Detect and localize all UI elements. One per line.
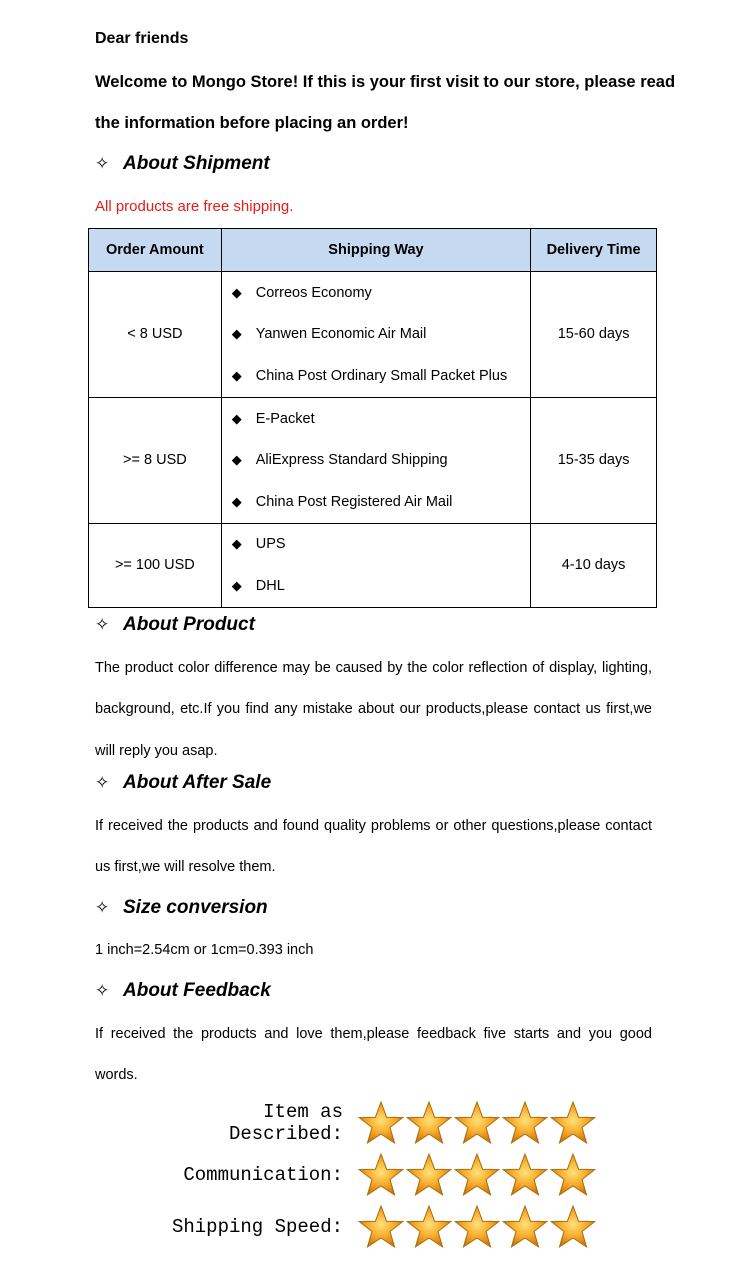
shipment-title: About Shipment bbox=[123, 153, 270, 174]
rating-label: Shipping Speed: bbox=[171, 1216, 343, 1238]
table-header-row bbox=[89, 229, 657, 272]
star-icon bbox=[357, 1152, 405, 1198]
rating-label: Communication: bbox=[183, 1164, 343, 1186]
greeting: Dear friends bbox=[95, 30, 189, 47]
table-row bbox=[89, 272, 657, 398]
shipping-way-label: DHL bbox=[255, 577, 285, 594]
header-delivery-time: Delivery Time bbox=[531, 229, 657, 272]
star-icon bbox=[501, 1204, 549, 1250]
star-icon bbox=[453, 1152, 501, 1198]
diamond-bullet-icon: ◆ bbox=[231, 284, 242, 300]
after-sale-text: If received the products and found quality problems or other questions,please contact us first,we will resolve them. bbox=[95, 818, 652, 876]
size-text: 1 inch=2.54cm or 1cm=0.393 inch bbox=[95, 942, 314, 958]
diamond-bullet-icon: ◆ bbox=[231, 493, 242, 509]
star-icon bbox=[549, 1100, 597, 1146]
product-heading bbox=[95, 614, 255, 636]
star-icon bbox=[357, 1100, 405, 1146]
list-item bbox=[232, 524, 530, 566]
shipping-way-label: China Post Registered Air Mail bbox=[255, 493, 453, 510]
size-title: Size conversion bbox=[123, 897, 268, 918]
delivery-time-cell: 4-10 days bbox=[531, 523, 657, 607]
star-rating bbox=[357, 1152, 597, 1198]
rating-label: Item as Described: bbox=[228, 1101, 343, 1145]
sparkle-icon: ✧ bbox=[95, 773, 110, 792]
star-icon bbox=[501, 1152, 549, 1198]
sparkle-icon: ✧ bbox=[95, 898, 110, 917]
shipping-way-label: AliExpress Standard Shipping bbox=[255, 452, 448, 469]
delivery-time-cell: 15-60 days bbox=[531, 272, 657, 398]
sparkle-icon: ✧ bbox=[95, 615, 110, 634]
shipping-way-label: China Post Ordinary Small Packet Plus bbox=[255, 367, 508, 384]
star-icon bbox=[357, 1204, 405, 1250]
shipping-way-label: E-Packet bbox=[255, 410, 315, 427]
shipping-way-cell bbox=[221, 272, 530, 398]
star-rating bbox=[357, 1204, 597, 1250]
list-item bbox=[232, 565, 530, 607]
shipping-way-label: UPS bbox=[255, 536, 286, 553]
shipping-way-label: Correos Economy bbox=[255, 284, 372, 301]
star-icon bbox=[549, 1152, 597, 1198]
list-item bbox=[232, 272, 530, 314]
shipping-table bbox=[88, 228, 657, 608]
sparkle-icon: ✧ bbox=[95, 154, 110, 173]
header-shipping-way: Shipping Way bbox=[221, 229, 530, 272]
diamond-bullet-icon: ◆ bbox=[231, 577, 242, 593]
star-icon bbox=[501, 1100, 549, 1146]
list-item bbox=[232, 398, 530, 440]
diamond-bullet-icon: ◆ bbox=[231, 326, 242, 342]
after-sale-title: About After Sale bbox=[123, 772, 272, 793]
header-order-amount: Order Amount bbox=[89, 229, 222, 272]
list-item bbox=[232, 481, 530, 523]
feedback-text: If received the products and love them,please feedback five starts and you good words. bbox=[95, 1026, 652, 1084]
delivery-time-cell: 15-35 days bbox=[531, 397, 657, 523]
rating-row bbox=[138, 1204, 597, 1250]
star-icon bbox=[405, 1100, 453, 1146]
free-shipping-note: All products are free shipping. bbox=[95, 198, 294, 215]
product-text: The product color difference may be caused by the color reflection of display, lighting, background, etc.If you find any mistake about our products,please contact us first,we will reply you asap. bbox=[95, 660, 652, 759]
star-icon bbox=[405, 1204, 453, 1250]
shipping-way-cell bbox=[221, 523, 530, 607]
size-heading bbox=[95, 897, 268, 919]
after-sale-heading bbox=[95, 772, 271, 794]
order-amount-cell: >= 100 USD bbox=[89, 523, 222, 607]
welcome-text: Welcome to Mongo Store! If this is your first visit to our store, please read the information before placing an order! bbox=[95, 73, 676, 132]
star-icon bbox=[405, 1152, 453, 1198]
diamond-bullet-icon: ◆ bbox=[231, 367, 242, 383]
diamond-bullet-icon: ◆ bbox=[231, 410, 242, 426]
shipping-way-cell bbox=[221, 397, 530, 523]
star-icon bbox=[453, 1204, 501, 1250]
star-icon bbox=[453, 1100, 501, 1146]
diamond-bullet-icon: ◆ bbox=[231, 452, 242, 468]
list-item bbox=[232, 355, 530, 397]
list-item bbox=[232, 314, 530, 356]
feedback-title: About Feedback bbox=[123, 980, 271, 1001]
table-row bbox=[89, 397, 657, 523]
order-amount-cell: < 8 USD bbox=[89, 272, 222, 398]
star-icon bbox=[549, 1204, 597, 1250]
shipment-heading bbox=[95, 153, 270, 175]
rating-row bbox=[138, 1152, 597, 1198]
order-amount-cell: >= 8 USD bbox=[89, 397, 222, 523]
product-title: About Product bbox=[123, 614, 255, 635]
diamond-bullet-icon: ◆ bbox=[231, 536, 242, 552]
star-rating bbox=[357, 1100, 597, 1146]
sparkle-icon: ✧ bbox=[95, 981, 110, 1000]
table-row bbox=[89, 523, 657, 607]
feedback-heading bbox=[95, 980, 271, 1002]
list-item bbox=[232, 439, 530, 481]
shipping-way-label: Yanwen Economic Air Mail bbox=[255, 326, 427, 343]
rating-row bbox=[138, 1100, 597, 1146]
